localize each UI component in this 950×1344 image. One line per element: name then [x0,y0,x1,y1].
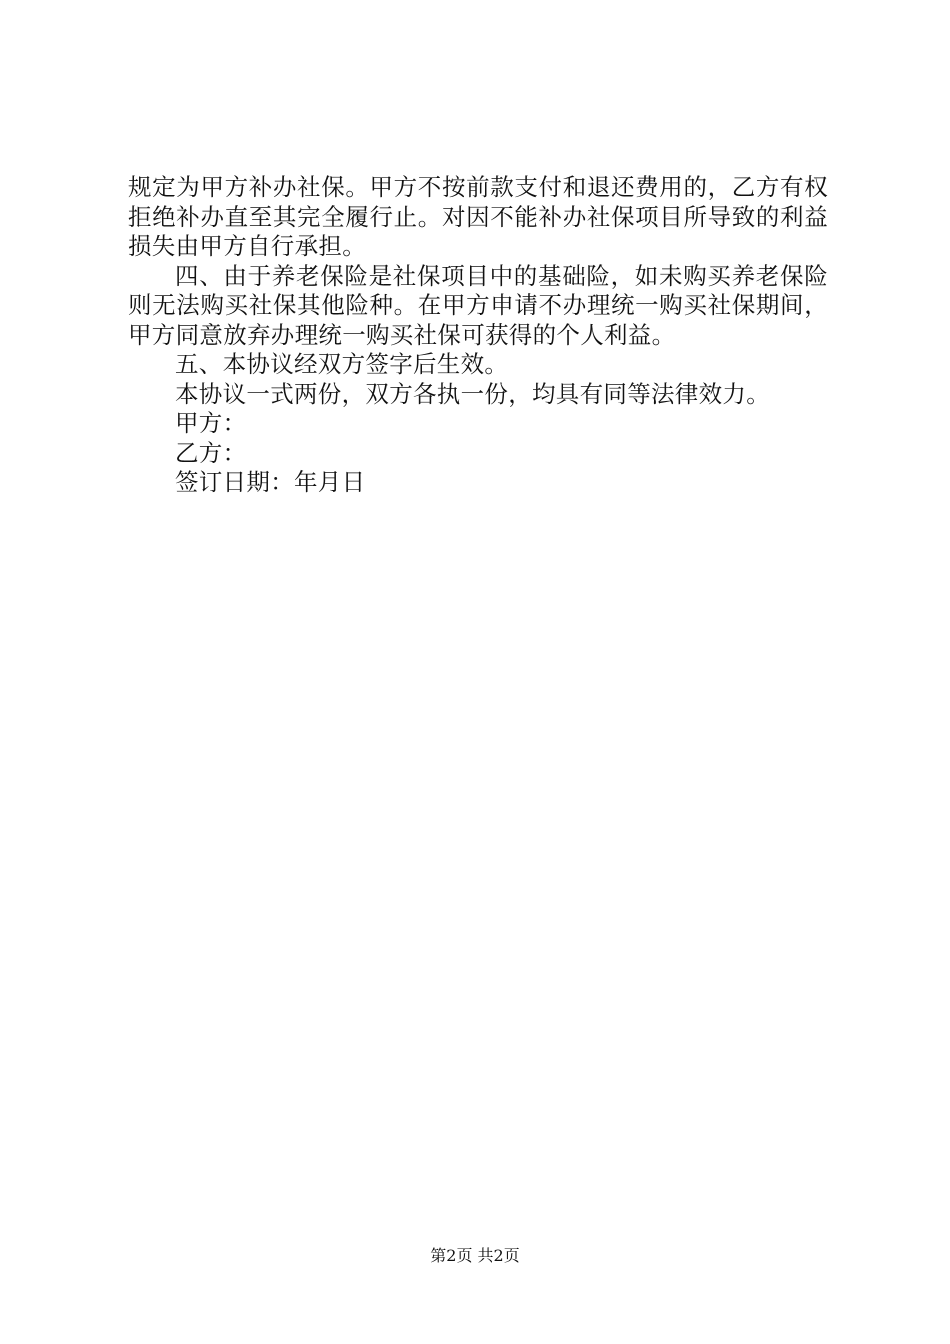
signing-date: 签订日期：年月日 [175,468,366,496]
paragraph-copies: 本协议一式两份，双方各执一份，均具有同等法律效力。 [175,379,770,408]
paragraph-continuation: 规定为甲方补办社保。甲方不按前款支付和退还费用的，乙方有权拒绝补办直至其完全履行止。对因不能补办社保项目所导致的利益损失由甲方自行承担。 [128,173,828,260]
signature-party-b: 乙方： [175,438,247,467]
page-number-footer: 第2页 共2页 [430,1246,520,1265]
document-body [128,173,828,498]
paragraph-clause-five: 五、本协议经双方签字后生效。 [175,350,509,378]
signature-party-a: 甲方： [175,409,247,437]
paragraph-clause-four: 四、由于养老保险是社保项目中的基础险，如未购买养老保险则无法购买社保其他险种。在甲方申请不办理统一购买社保期间，甲方同意放弃办理统一购买社保可获得的个人利益。 [128,261,828,349]
